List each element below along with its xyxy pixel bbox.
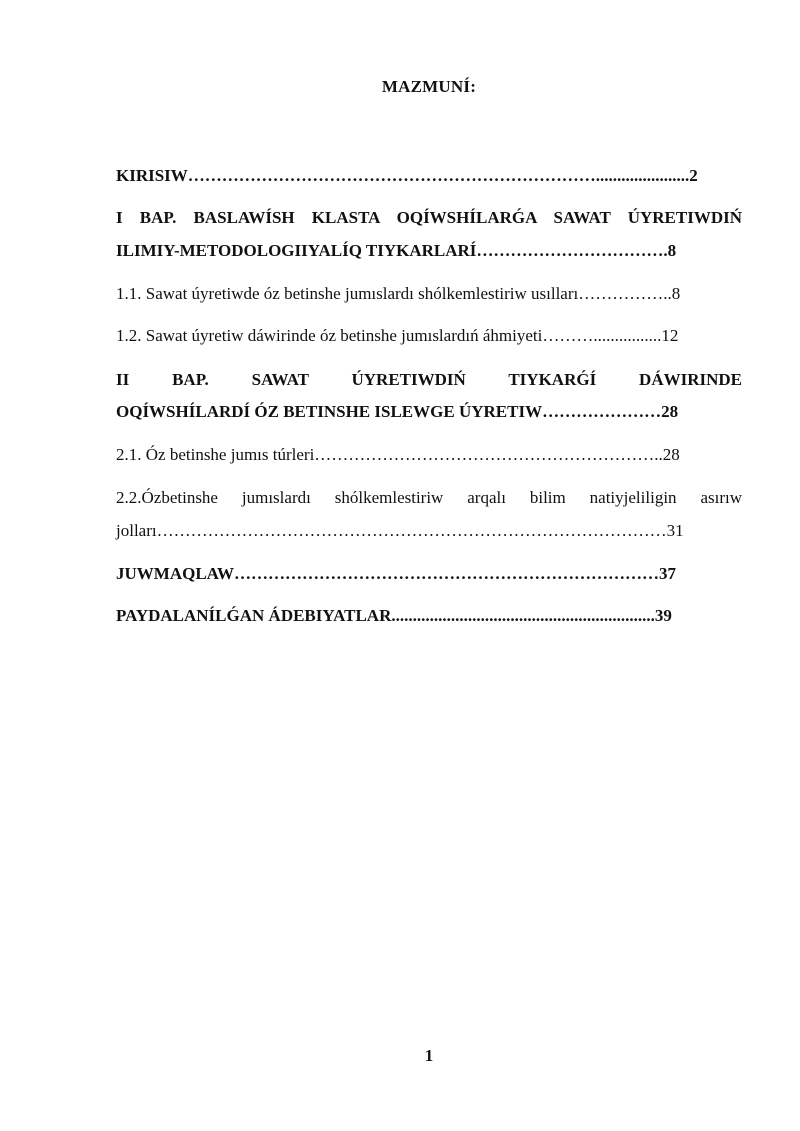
toc-entry-chapter2-line1-text: II BAP. SAWAT ÚYRETIWDIŃ TIYKARǴÍ DÁWIRINDE xyxy=(116,370,742,389)
toc-entry-section-1-1: 1.1. Sawat úyretiwde óz betinshe jumıslardı shólkemlestiriw usılları……………..8 xyxy=(116,284,681,303)
toc-entry-chapter2-line1 xyxy=(116,370,742,390)
toc-entry-chapter1-line1-text: I BAP. BASLAWÍSH KLASTA OQÍWSHÍLARǴA SAWAT ÚYRETIWDIŃ xyxy=(116,208,742,227)
toc-entry-section-2-2-line1 xyxy=(116,488,742,508)
toc-entry-section-1-2: 1.2. Sawat úyretiw dáwirinde óz betinshe jumıslardıń áhmiyeti………................12 xyxy=(116,326,679,345)
toc-entry-chapter2-line2: OQÍWSHÍLARDÍ ÓZ BETINSHE ISLEWGE ÚYRETIW…………………28 xyxy=(116,402,679,421)
toc-entry-chapter1-line2: ILIMIY-METODOLOGIIYALÍQ TIYKARLARÍ…………………………….8 xyxy=(116,241,677,260)
toc-entry-section-2-2-line2: jolları………………………………………………………………………………31 xyxy=(116,521,684,540)
toc-entry-juwmaqlaw: JUWMAQLAW…………………………………………………………………37 xyxy=(116,564,677,583)
page-number: 1 xyxy=(424,1046,434,1065)
page-title: MAZMUNÍ: xyxy=(381,77,477,96)
toc-entry-chapter1-line1 xyxy=(116,208,742,228)
toc-entry-section-2-2-line1-text: 2.2.Ózbetinshe jumıslardı shólkemlestiriw arqalı bilim natiyjeliligin asırıw xyxy=(116,488,742,507)
toc-entry-section-2-1: 2.1. Óz betinshe jumıs túrleri……………………………………………………..28 xyxy=(116,445,680,464)
toc-entry-paydalanilgan: PAYDALANÍLǴAN ÁDEBIYATLAR..............................................................39 xyxy=(116,606,672,625)
toc-entry-kirisiw: KIRISIW………………………………………………………………......................2 xyxy=(116,166,698,185)
